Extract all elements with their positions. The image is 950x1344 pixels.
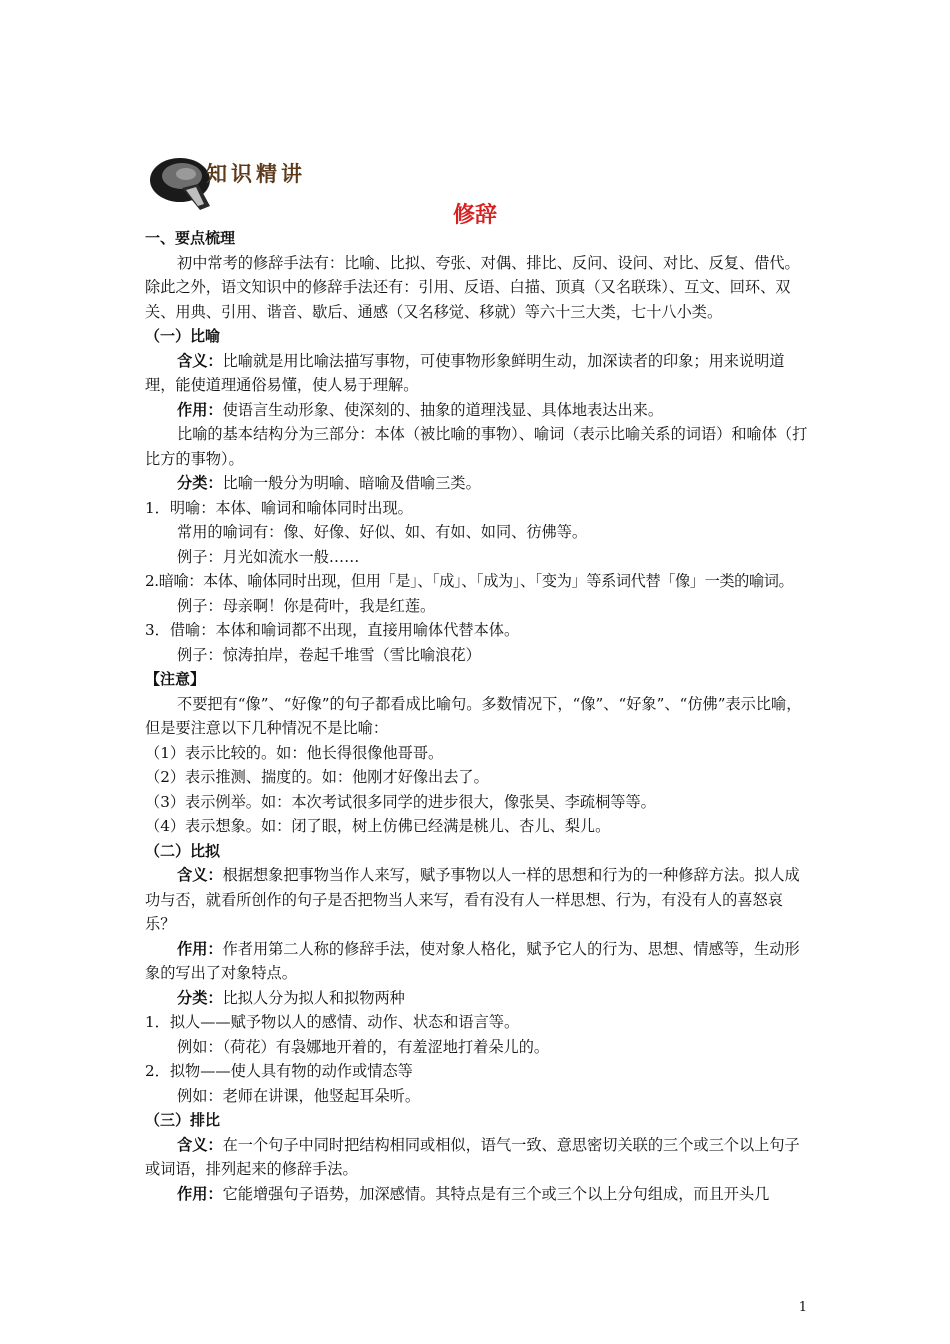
paragraph [145,863,813,937]
label: 含义： [177,866,223,884]
example: 例子：月光如流水一般…… [177,547,360,566]
banner-label: 知识精讲 [206,162,306,186]
section-heading: 一、要点梳理 [145,229,236,247]
text: 比喻一般分为明喻、暗喻及借喻三类。 [222,474,481,492]
label: 分类： [177,988,223,1007]
subsection-heading-biyu: （一）比喻 [145,327,221,345]
document-body [145,226,813,1206]
text: 根据想象把事物当作人来写，赋予事物以人一样的思想和行为的一种修辞方法。拟人成功与否，就看所创作的句子是否把物当人来写，看有没有人一样思想、行为，有没有人的喜怒哀乐？ [145,866,800,933]
list-item: 3．借喻：本体和喻词都不出现，直接用喻体代替本体。 [145,621,520,639]
page-number: 1 [798,1300,807,1315]
example: 例子：母亲啊！你是荷叶，我是红莲。 [177,596,436,615]
paragraph [145,937,813,986]
paragraph: 比喻的基本结构分为三部分：本体（被比喻的事物）、喻词（表示比喻关系的词语）和喻体（打比方的事物）。 [145,425,808,468]
paragraph [145,349,813,398]
page-title: 修辞 [452,203,497,228]
label: 作用： [177,939,223,958]
list-item: （2）表示推测、揣度的。如：他刚才好像出去了。 [145,768,489,786]
text: 使语言生动形象、使深刻的、抽象的道理浅显、具体地表达出来。 [222,400,663,419]
label: 作用： [177,400,223,419]
text: 比拟人分为拟人和拟物两种 [222,988,405,1007]
list-item: 2.暗喻：本体、喻体同时出现，但用「是」、「成」、「成为」、「变为」等系词代替「像」一类的喻词。 [145,572,794,590]
label: 含义： [177,351,223,370]
paragraph [145,1182,813,1207]
label: 作用： [177,1184,223,1203]
list-item: （4）表示想象。如：闭了眼，树上仿佛已经满是桃儿、杏儿、梨儿。 [145,817,611,835]
list-item: （3）表示例举。如：本次考试很多同学的进步很大，像张昊、李疏桐等等。 [145,792,656,811]
paragraph [145,398,813,423]
note-paragraph: 不要把有“像”、“好像”的句子都看成比喻句。多数情况下，“像”、“好象”、“仿佛”表示比喻，但是要注意以下几种情况不是比喻： [145,694,802,737]
paragraph [145,1133,813,1182]
list-detail: 常用的喻词有：像、好像、好似、如、有如、如同、彷佛等。 [177,523,588,541]
text: 它能增强句子语势，加深感情。其特点是有三个或三个以上分句组成，而且开头几 [222,1184,770,1203]
paragraph [145,471,813,496]
subsection-heading-bini: （二）比拟 [145,841,221,860]
list-item: 2．拟物——使人具有物的动作或情态等 [145,1062,413,1080]
text: 在一个句子中同时把结构相同或相似，语气一致、意思密切关联的三个或三个以上句子或词语，排列起来的修辞手法。 [145,1135,800,1178]
subsection-heading-paibi: （三）排比 [145,1111,221,1129]
example: 例如：老师在讲课，他竖起耳朵听。 [177,1086,420,1105]
list-item: 1．拟人——赋予物以人的感情、动作、状态和语言等。 [145,1013,520,1031]
text: 作者用第二人称的修辞手法，使对象人格化，赋予它人的行为、思想、情感等，生动形象的写出了对象特点。 [145,939,800,982]
paragraph [145,986,813,1011]
label: 分类： [177,474,223,492]
list-item: 1．明喻：本体、喻词和喻体同时出现。 [145,498,413,517]
note-heading: 【注意】 [145,670,206,688]
label: 含义： [177,1135,223,1154]
list-item: （1）表示比较的。如：他长得很像他哥哥。 [145,743,444,762]
text: 比喻就是用比喻法描写事物，可使事物形象鲜明生动，加深读者的印象；用来说明道理，能使道理通俗易懂，使人易于理解。 [145,351,785,394]
example: 例子：惊涛拍岸，卷起千堆雪（雪比喻浪花） [177,645,481,664]
example: 例如：（荷花）有袅娜地开着的，有羞涩地打着朵儿的。 [177,1037,550,1056]
intro-paragraph: 初中常考的修辞手法有：比喻、比拟、夸张、对偶、排比、反问、设问、对比、反复、借代。除此之外，语文知识中的修辞手法还有：引用、反语、白描、顶真（又名联珠）、互文、回环、双关、用典、引用、谐音、歇后、通感（又名移觉、移就）等六十三大类，七十八小类。 [145,253,800,321]
